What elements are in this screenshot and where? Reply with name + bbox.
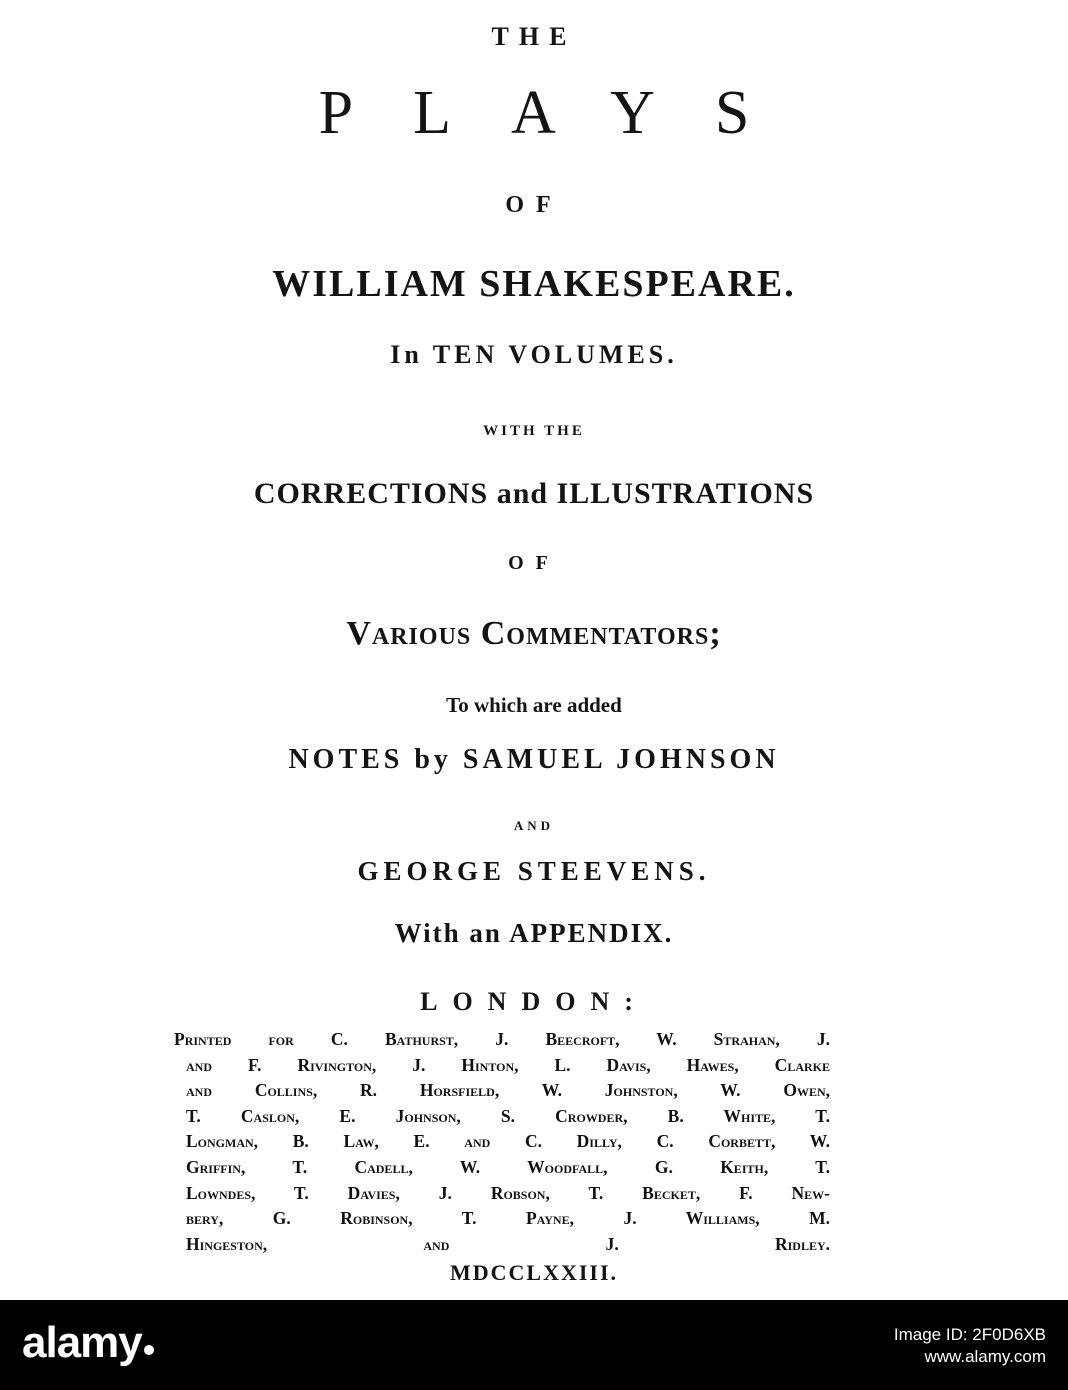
imprint-line: bery, G. Robinson, T. Payne, J. Williams, M.	[186, 1208, 830, 1229]
brand-logo	[22, 1318, 154, 1368]
imprint-line: Griffin, T. Cadell, W. Woodfall, G. Keith, T.	[186, 1156, 830, 1177]
volumes-line: In TEN VOLUMES.	[390, 340, 678, 369]
title-the: THE	[491, 22, 577, 51]
site-url: www.alamy.com	[924, 1347, 1046, 1366]
notes-line: NOTES by SAMUEL JOHNSON	[288, 744, 780, 775]
and-line: AND	[513, 818, 555, 833]
brand-name: alamy	[22, 1318, 142, 1367]
imprint-line: Hingeston, and J. Ridley.	[186, 1233, 830, 1254]
appendix-line: With an APPENDIX.	[394, 918, 674, 948]
stock-footer-bar	[0, 1300, 1068, 1390]
imprint-line: Lowndes, T. Davies, J. Robson, T. Becket, F. New-	[186, 1182, 830, 1203]
publication-year: MDCCLXXIII.	[449, 1260, 619, 1285]
title-of-1: OF	[505, 192, 563, 218]
corrections-line: CORRECTIONS and ILLUSTRATIONS	[253, 477, 815, 510]
title-plays: PLAYS	[318, 79, 810, 147]
steevens-line: GEORGE STEEVENS.	[357, 856, 711, 886]
footer-meta	[894, 1324, 1046, 1368]
brand-dot-icon	[144, 1345, 154, 1355]
added-line: To which are added	[446, 693, 622, 717]
title-of-2: OF	[508, 552, 560, 574]
imprint-line: and F. Rivington, J. Hinton, L. Davis, Hawes, Clarke	[186, 1054, 830, 1075]
place-line: LONDON:	[420, 987, 648, 1016]
image-id: Image ID: 2F0D6XB	[893, 1325, 1046, 1344]
imprint-line: and Collins, R. Horsfield, W. Johnston, W. Owen,	[186, 1080, 830, 1101]
printer-imprint	[174, 1027, 830, 1257]
author-name: WILLIAM SHAKESPEARE.	[272, 263, 796, 305]
commentators-line: Various Commentators;	[346, 615, 722, 652]
imprint-line: Printed for C. Bathurst, J. Beecroft, W. Strahan, J.	[174, 1029, 830, 1049]
imprint-line: T. Caslon, E. Johnson, S. Crowder, B. White, T.	[186, 1105, 830, 1126]
imprint-line: Longman, B. Law, E. and C. Dilly, C. Corbett, W.	[186, 1131, 830, 1152]
with-the-line: WITH THE	[483, 423, 585, 439]
